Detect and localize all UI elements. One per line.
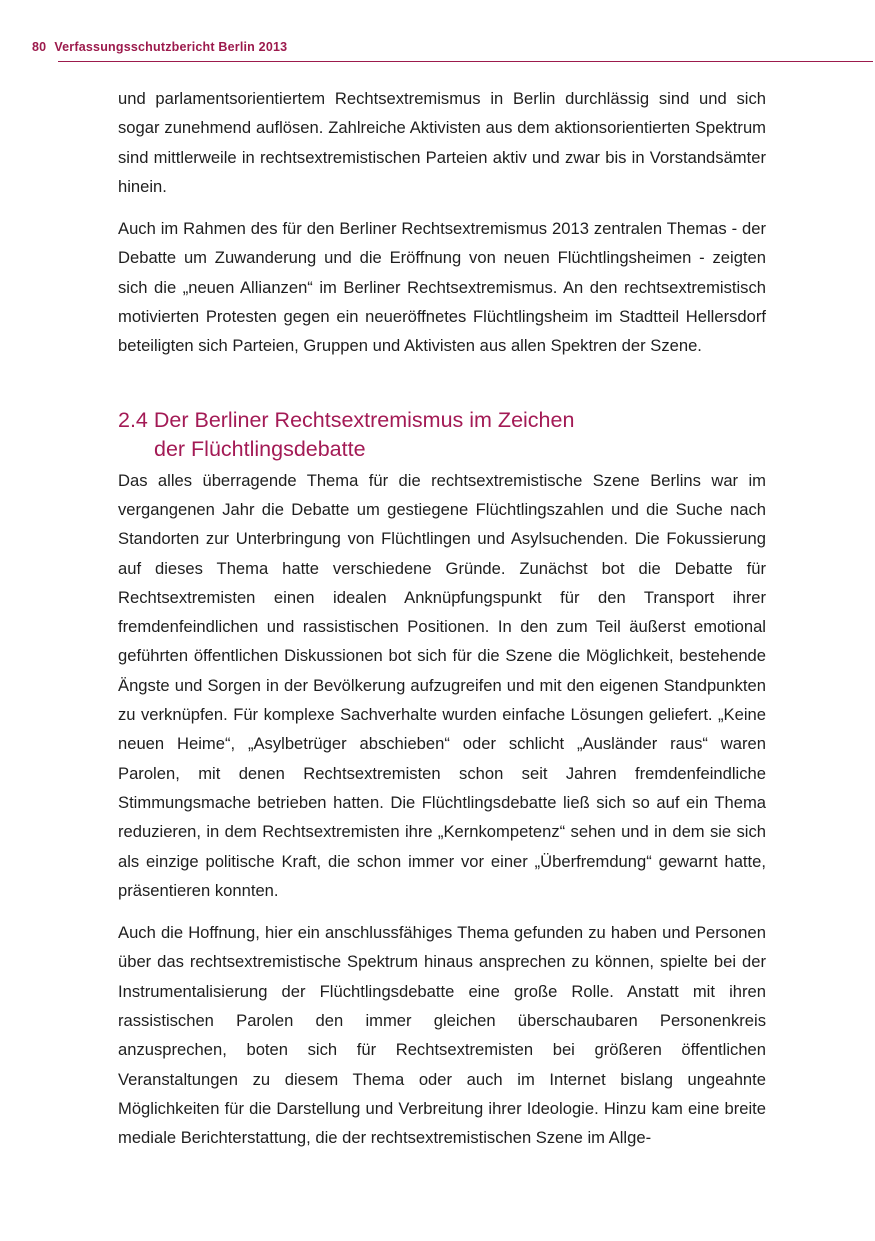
page-number: 80: [32, 40, 47, 54]
body-paragraph: Auch im Rahmen des für den Berliner Rechtsextremismus 2013 zentralen Themas - der Debatte um Zuwanderung und die Eröffnung von neuen Flüchtlingsheimen - zeigten sich die „neuen Allianzen“ im Berliner Rechtsextremismus. An den rechtsextremistisch motivierten Protesten gegen ein neueröffnetes Flüchtlingsheim im Stadtteil Hellersdorf beteiligten sich Parteien, Gruppen und Aktivisten aus allen Spektren der Szene.: [118, 219, 766, 356]
section-heading: [118, 406, 766, 464]
body-paragraph: Das alles überragende Thema für die rechtsextremistische Szene Berlins war im vergangenen Jahr die Debatte um gestiegene Flüchtlingszahlen und die Suche nach Standorten zur Unterbringung von Flüchtlingen und Asylsuchenden. Die Fokussierung auf dieses Thema hatte verschiedene Gründe. Zunächst bot die Debatte für Rechtsextremisten einen idealen Anknüpfungspunkt für den Transport ihrer fremdenfeindlichen und rassistischen Positionen. In den zum Teil äußerst emotional geführten öffentlichen Diskussionen bot sich für die Szene die Möglichkeit, bestehende Ängste und Sorgen in der Bevölkerung aufzugreifen und mit den eigenen Standpunkten zu verknüpfen. Für komplexe Sachverhalte wurden einfache Lösungen geliefert. „Keine neuen Heime“, „Asylbetrüger abschieben“ oder schlicht „Ausländer raus“ waren Parolen, mit denen Rechtsextremisten schon seit Jahren fremdenfeindliche Stimmungsmache betrieben hatten. Die Flüchtlingsdebatte ließ sich so auf ein Thema reduzieren, in dem Rechtsextremisten ihre „Kernkompetenz“ sehen und in dem sie sich als einzige politische Kraft, die schon immer vor einer „Überfremdung“ gewarnt hatte, präsentieren konnten.: [118, 470, 766, 900]
section-heading-line1: 2.4 Der Berliner Rechtsextremismus im Zeichen: [118, 407, 575, 432]
section-heading-line2: der Flüchtlingsdebatte: [154, 436, 366, 461]
body-paragraph: und parlamentsorientiertem Rechtsextremismus in Berlin durchlässig sind und sich sogar zunehmend auflösen. Zahlreiche Aktivisten aus dem aktionsorientierten Spektrum sind mittlerweile in rechtsextremistischen Parteien aktiv und zwar bis in Vorstandsämter hinein.: [118, 89, 766, 196]
body-paragraph: Auch die Hoffnung, hier ein anschlussfähiges Thema gefunden zu haben und Personen über das rechtsextremistische Spektrum hinaus ansprechen zu können, spielte bei der Instrumentalisierung der Flüchtlingsdebatte eine große Rolle. Anstatt mit ihren rassistischen Parolen den immer gleichen überschaubaren Personenkreis anzusprechen, boten sich für Rechtsextremisten bei größeren öffentlichen Veranstaltungen zu diesem Thema oder auch im Internet bislang ungeahnte Möglichkeiten für die Darstellung und Verbreitung ihrer Ideologie. Hinzu kam eine breite mediale Berichterstattung, die der rechtsextremistischen Szene im Allge-: [118, 923, 766, 1148]
page-body: [118, 84, 766, 1153]
document-title: Verfassungsschutzbericht Berlin 2013: [54, 40, 288, 54]
header-divider: [58, 61, 873, 62]
running-header: [32, 40, 287, 54]
